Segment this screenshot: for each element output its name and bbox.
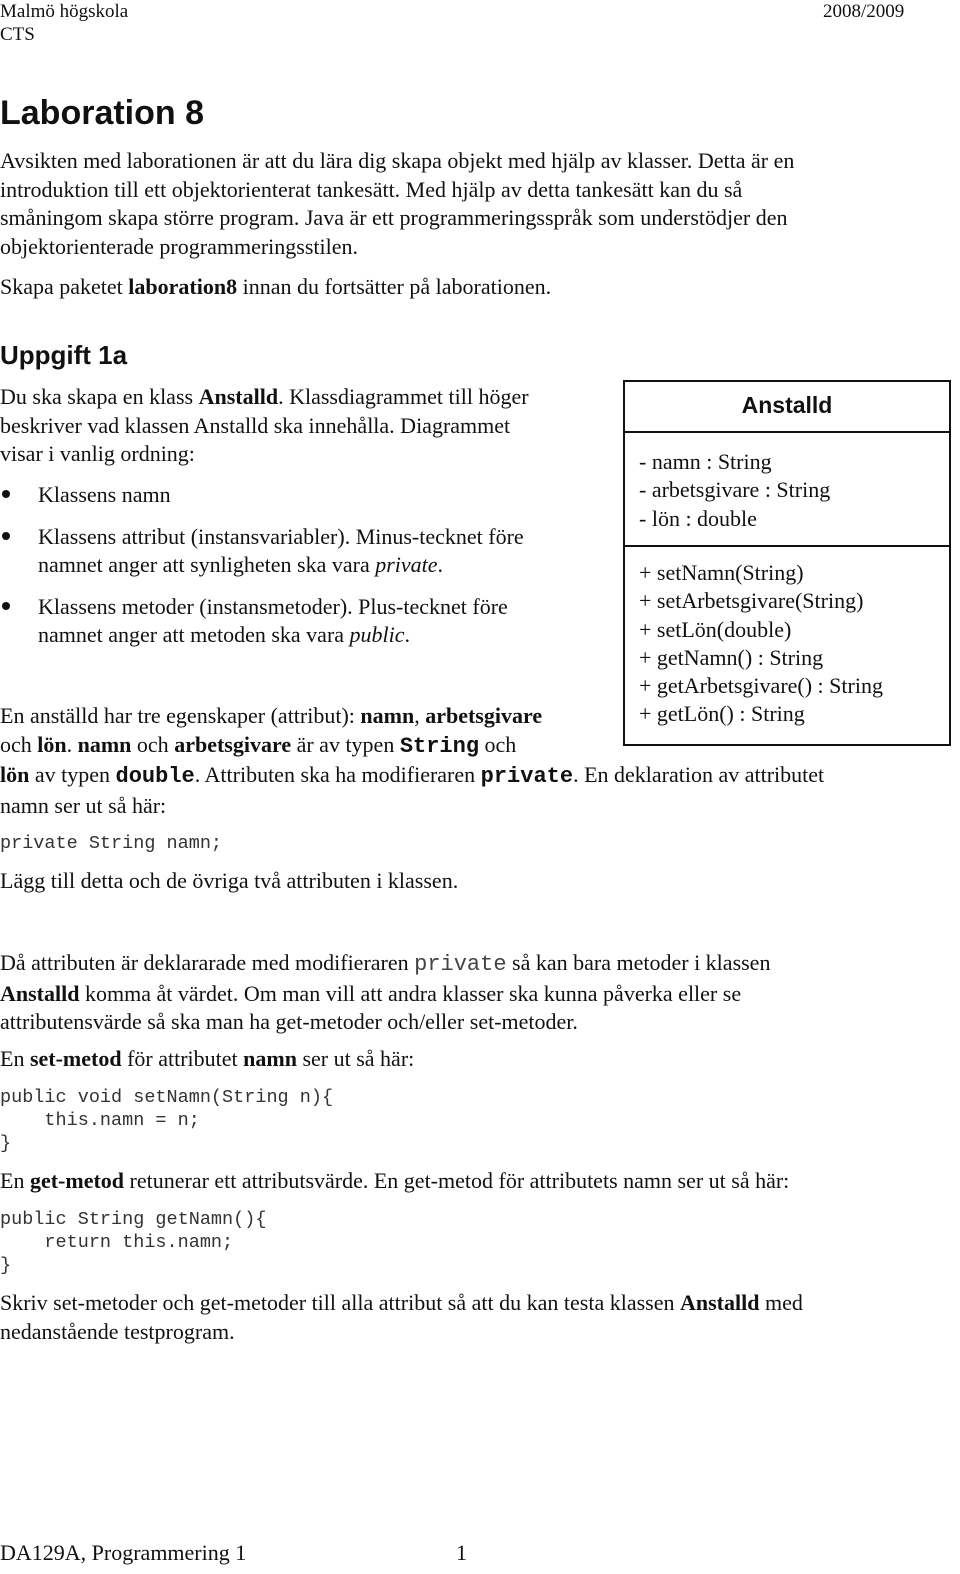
- uml-attribute: - lön : double: [639, 505, 757, 531]
- uml-attributes: [625, 433, 949, 547]
- uml-method: + setLön(double): [639, 616, 792, 642]
- package-line: Skapa paketet laboration8 innan du fortsätter på laborationen.: [0, 274, 552, 299]
- uml-method: + getArbetsgivare() : String: [639, 673, 883, 699]
- uml-method: + getNamn() : String: [639, 644, 824, 670]
- task-heading: Uppgift 1a: [0, 340, 128, 370]
- get-method-line: En get-metod retunerar ett attributsvärde. En get-metod för attributets namn ser ut så här:: [0, 1168, 790, 1193]
- add-attributes-line: Lägg till detta och de övriga två attributen i klassen.: [0, 868, 459, 893]
- intro-line: Avsikten med laborationen är att du lära dig skapa objekt med hjälp av klasser. Detta är en: [0, 148, 795, 173]
- intro-paragraph: [0, 147, 794, 261]
- uml-class-name: Anstalld: [625, 382, 949, 433]
- uml-method: + setNamn(String): [639, 560, 804, 585]
- intro-line: introduktion till ett objektorienterat tankesätt. Med hjälp av detta tankesätt kan du så: [0, 176, 743, 202]
- package-name: laboration8: [128, 274, 238, 299]
- bullet-dot-icon: [2, 490, 10, 498]
- code-get-method: public String getNamn(){ return this.namn; }: [0, 1209, 267, 1276]
- intro-line: småningom skapa större program. Java är ett programmeringsspråk som understödjer den: [0, 205, 788, 230]
- intro-line: objektorienterade programmeringsstilen.: [0, 233, 358, 259]
- bullet-methods: Klassens metoder (instansmetoder). Plus-tecknet före namnet anger att metoden ska vara public.: [2, 593, 602, 649]
- private-paragraph: Då attributen är deklararade med modifieraren private så kan bara metoder i klassen Anstalld komma åt värdet. Om man vill att andra klasser ska kunna påverka eller se attributensvärde så ska man ha get-metoder och/eller set-metoder.: [0, 950, 771, 1034]
- footer-course: DA129A, Programmering 1: [0, 1540, 247, 1565]
- bullet-attributes: Klassens attribut (instansvariabler). Minus-tecknet före namnet anger att synligheten ska vara private.: [2, 523, 602, 579]
- code-attribute-declaration: private String namn;: [0, 833, 223, 854]
- header-school: Malmö högskola: [0, 1, 129, 22]
- final-paragraph: Skriv set-metoder och get-metoder till alla attribut så att du kan testa klassen Anstalld med nedanstående testprogram.: [0, 1290, 803, 1344]
- uml-method: + setArbetsgivare(String): [639, 588, 864, 614]
- bullet-dot-icon: [2, 602, 10, 610]
- uml-attribute: - namn : String: [639, 449, 772, 474]
- uml-class-diagram: [623, 380, 951, 746]
- uml-attribute: - arbetsgivare : String: [639, 477, 831, 503]
- code-set-method: public void setNamn(String n){ this.namn = n; }: [0, 1087, 334, 1154]
- bullet-class-name: Klassens namn: [2, 481, 602, 509]
- set-method-line: En set-metod för attributet namn ser ut så här:: [0, 1046, 415, 1071]
- uml-method: + getLön() : String: [639, 701, 805, 727]
- task-intro: Du ska skapa en klass Anstalld. Klassdiagrammet till höger beskriver vad klassen Anstalld ska innehålla. Diagrammet visar i vanlig ordning:: [0, 384, 529, 466]
- footer-page-number: 1: [456, 1540, 467, 1565]
- bullet-dot-icon: [2, 532, 10, 540]
- header-dept: CTS: [0, 24, 35, 45]
- header-year: 2008/2009: [823, 1, 905, 22]
- page-title: Laboration 8: [0, 94, 205, 132]
- attribute-paragraph: En anställd har tre egenskaper (attribut): namn, arbetsgivare och lön. namn och arbetsgivare är av typen String och lön av typen double. Attributen ska ha modifieraren private. En deklaration av attributet namn ser ut så här:: [0, 703, 825, 818]
